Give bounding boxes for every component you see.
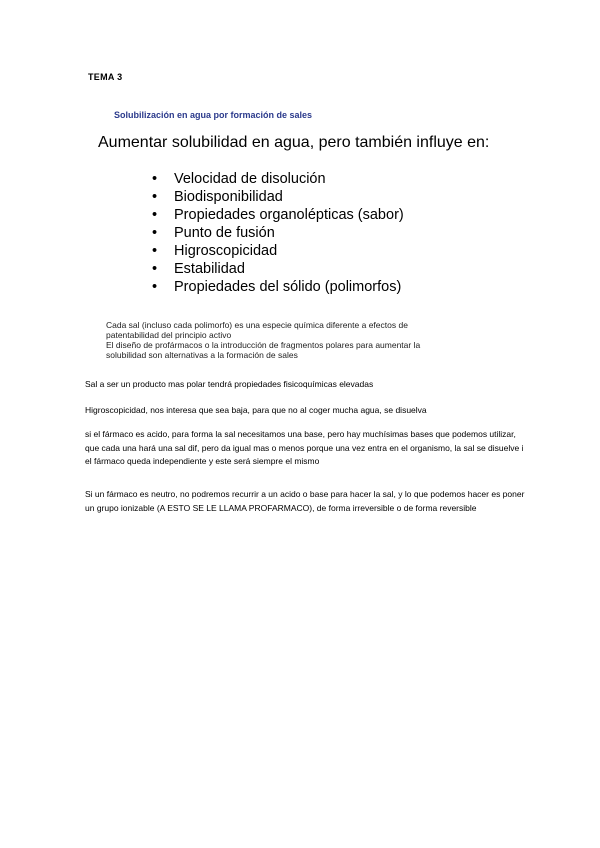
- bullet-text: Higroscopicidad: [174, 243, 278, 259]
- section-heading: TEMA 3: [88, 72, 123, 82]
- bullet-icon: •: [152, 243, 158, 259]
- slide-title: Solubilización en agua por formación de sales: [114, 110, 313, 120]
- slide-bullet-list: [152, 170, 404, 296]
- bullet-item: [152, 188, 404, 206]
- bullet-text: Propiedades del sólido (polimorfos): [174, 279, 402, 295]
- bullet-item: [152, 224, 404, 242]
- bullet-icon: •: [152, 171, 158, 187]
- paragraph: Higroscopicidad, nos interesa que sea baja, para que no al coger mucha agua, se disuelva: [85, 405, 427, 415]
- paragraph: Sal a ser un producto mas polar tendrá propiedades fisicoquímicas elevadas: [85, 379, 374, 389]
- bullet-text: Estabilidad: [174, 261, 245, 277]
- bullet-text: Propiedades organolépticas (sabor): [174, 207, 404, 223]
- slide-note-line: El diseño de profármacos o la introducción de fragmentos polares para aumentar la: [106, 340, 421, 350]
- slide-note-line: patentabilidad del principio activo: [106, 330, 232, 340]
- bullet-icon: •: [152, 225, 158, 241]
- bullet-item: [152, 260, 404, 278]
- bullet-item: [152, 278, 404, 296]
- slide-note-line: Cada sal (incluso cada polimorfo) es una especie química diferente a efectos de: [106, 320, 408, 330]
- slide-note-line: solubilidad son alternativas a la formación de sales: [106, 350, 298, 360]
- bullet-item: [152, 206, 404, 224]
- slide-note: [106, 320, 506, 360]
- bullet-item: [152, 242, 404, 260]
- bullet-icon: •: [152, 261, 158, 277]
- slide-image: [88, 100, 508, 380]
- bullet-text: Velocidad de disolución: [174, 171, 326, 187]
- bullet-item: [152, 170, 404, 188]
- paragraph: si el fármaco es acido, para forma la sal necesitamos una base, pero hay muchísimas bases que podemos utilizar, que cada una hará una sal dif, pero da igual mas o menos porque una vez entra en el organismo, la sal se disuelve i el fármaco queda independiente y este será siempre el mismo: [85, 429, 524, 466]
- slide-heading: Aumentar solubilidad en agua, pero también influye en:: [98, 134, 490, 151]
- bullet-icon: •: [152, 207, 158, 223]
- paragraph: Si un fármaco es neutro, no podremos recurrir a un acido o base para hacer la sal, y lo que podemos hacer es poner un grupo ionizable (A ESTO SE LE LLAMA PROFARMACO), de forma irreversible o de forma reversible: [85, 489, 525, 513]
- bullet-text: Punto de fusión: [174, 225, 275, 241]
- bullet-icon: •: [152, 279, 158, 295]
- bullet-text: Biodisponibilidad: [174, 189, 283, 205]
- bullet-icon: •: [152, 189, 158, 205]
